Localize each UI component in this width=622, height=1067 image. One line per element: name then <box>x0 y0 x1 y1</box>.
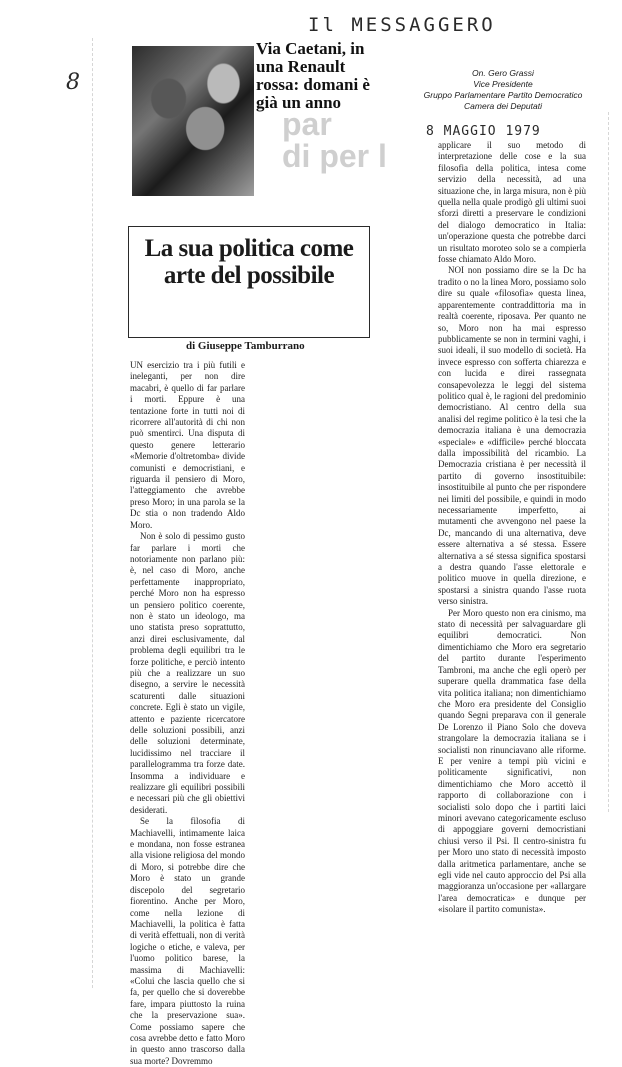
paragraph: Non è solo di pessimo gusto far parlare i morti che notoriamente non parlano più: è, nel caso di Moro, anche perfettamente inappropriato, perché Moro non ha espresso un pensiero politico coerente, non è stato un ideologo, ma uno statista preso soprattutto, anzi direi esclusivamente, dal problema degli equilibri tra le forze politiche, e perciò intento più che a realizzare un suo disegno, a servire le necessità scaturenti dalle situazioni concrete. Egli è stato un vigile, attento e paziente ricercatore delle soluzioni possibili, anzi delle soluzioni determinate, lucidissimo nel tracciare il parallelogramma tra forze date. Insomma a individuare e realizzare gli equilibri possibili e necessari più che gli obiettivi desiderati. <box>130 531 245 815</box>
credit-group: Gruppo Parlamentare Partito Democratico <box>423 90 583 100</box>
article-headline: La sua politica come arte del possibile <box>144 235 354 289</box>
credit-stamp <box>408 68 598 112</box>
clipping-edge-left <box>92 38 93 988</box>
page-mark: 8 <box>66 70 80 95</box>
credit-chamber: Camera dei Deputati <box>464 101 542 111</box>
photo-background-headline: par di per l <box>282 106 387 174</box>
paragraph: applicare il suo metodo di interpretazione delle cose e la sua filosofia della politica, intesa come servizio della necessità, ad una situazione che, in larga misura, non è più quella nella quale prodigò gli ultimi suoi sforzi diretti a preservare le condizioni del dialogo democratico in Italia: un'operazione questa che potrebbe darci un risultato moroteo solo se a compierla fosse chiamato Aldo Moro. <box>438 140 586 265</box>
date-handwritten: 8 MAGGIO 1979 <box>426 124 541 139</box>
photo-caption: Via Caetani, in una Renault rossa: domani è già un anno <box>256 39 370 112</box>
paragraph: Se la filosofia di Machiavelli, intimamente laica e mondana, non fosse estranea alla visione religiosa del mondo di Moro, si potrebbe dire che Moro è stato un grande discepolo del segretario fiorentino. Anche per Moro, come nella lezione di Machiavelli, la politica è fatta di verità effettuali, non di verità logiche o etiche, e valeva, per l'uomo politico barese, la massima di Machiavelli: «Colui che lascia quello che si fa, per quello che si doverebbe fare, impara piuttosto la ruina che la preservazione sua». Come possiamo sapere che cosa avrebbe detto e fatto Moro in questo anno trascorso dalla sua morte? Dovremmo <box>130 816 245 1066</box>
headline-box <box>128 226 370 338</box>
masthead-handwritten: Il MESSAGGERO <box>308 14 496 36</box>
article-column-right <box>438 140 586 915</box>
photo-clipping <box>132 34 387 204</box>
credit-name: On. Gero Grassi <box>472 68 534 78</box>
paragraph: UN esercizio tra i più futili e ineleganti, per non dire macabri, è quello di far parlare i morti. Eppure è una tentazione forte in tutti noi di ricorrere all'autorità di chi non può smentirci. Una disputa di questo genere letterario «Memorie d'oltretomba» divide comunisti e democristiani, e riguarda il pensiero di Moro, l'atteggiamento che avrebbe preso Moro; in una parola se la Dc stia o non tradendo Aldo Moro. <box>130 360 245 530</box>
paragraph: NOI non possiamo dire se la Dc ha tradito o no la linea Moro, possiamo solo dire su quale «filosofia» questa linea, apparentemente contraddittoria ma in realtà coerente, riposava. Per quanto ne so, Moro non ha mai espresso pubblicamente se non in termini vaghi, i suoi ideali, il suo modello di società. Ha invece espresso con sofferta chiarezza e con lucida e direi rassegnata consapevolezza le leggi del sistema politico qual è, le ragioni del predominio democristiano. Al centro della sua analisi del regime politico è la tesi che la democrazia italiana è una democrazia «speciale» e «difficile» perché bloccata dalla impossibilità del ricambio. La Democrazia cristiana è per necessità il partito di governo insostituibile: insostituibile al punto che per rispondere nei limiti del possibile, e quindi in modo necessariamente imperfetto, ai mutamenti che avvengono nel paese la Dc, mancando di una alternativa, deve essere alternativa a sé stessa. Essere alternativa a sé stessa significa spostarsi a destra quando l'asse elettorale e politico muove in quella direzione, e spostarsi a sinistra quando l'asse ruota verso sinistra. <box>438 265 586 607</box>
clipping-edge-right <box>608 112 609 812</box>
credit-role: Vice Presidente <box>473 79 533 89</box>
paragraph: Per Moro questo non era cinismo, ma stato di necessità per salvaguardare gli equilibri democratici. Non dimentichiamo che Moro era segretario del partito durante l'esperimento Tambroni, ma anche che egli operò per superare quella drammatica fase della vita politica italiana; non dimentichiamo che Moro era presidente del Consiglio quando Segni preparava con il generale De Lorenzo il Piano Solo che doveva strangolare la democrazia italiana se i socialisti non rinunciavano alle riforme. E per venire a tempi più vicini e politicamente significativi, non dimentichiamo che Moro accettò il rapporto di collaborazione con i socialisti solo dopo che i partiti laici minori avevano categoricamente escluso di appoggiare governi democristiani chiusi verso il Psi. Il centro-sinistra fu per Moro uno stato di necessità imposto dalla aritmetica parlamentare, anche se egli vide nel cauto approccio del Psi alla maggioranza un'occasione per «allargare l'area democratica» e dunque per «isolare il partito comunista». <box>438 607 586 915</box>
article-byline: di Giuseppe Tamburrano <box>186 340 305 352</box>
article-column-left <box>130 360 245 1066</box>
news-photo <box>132 46 254 196</box>
